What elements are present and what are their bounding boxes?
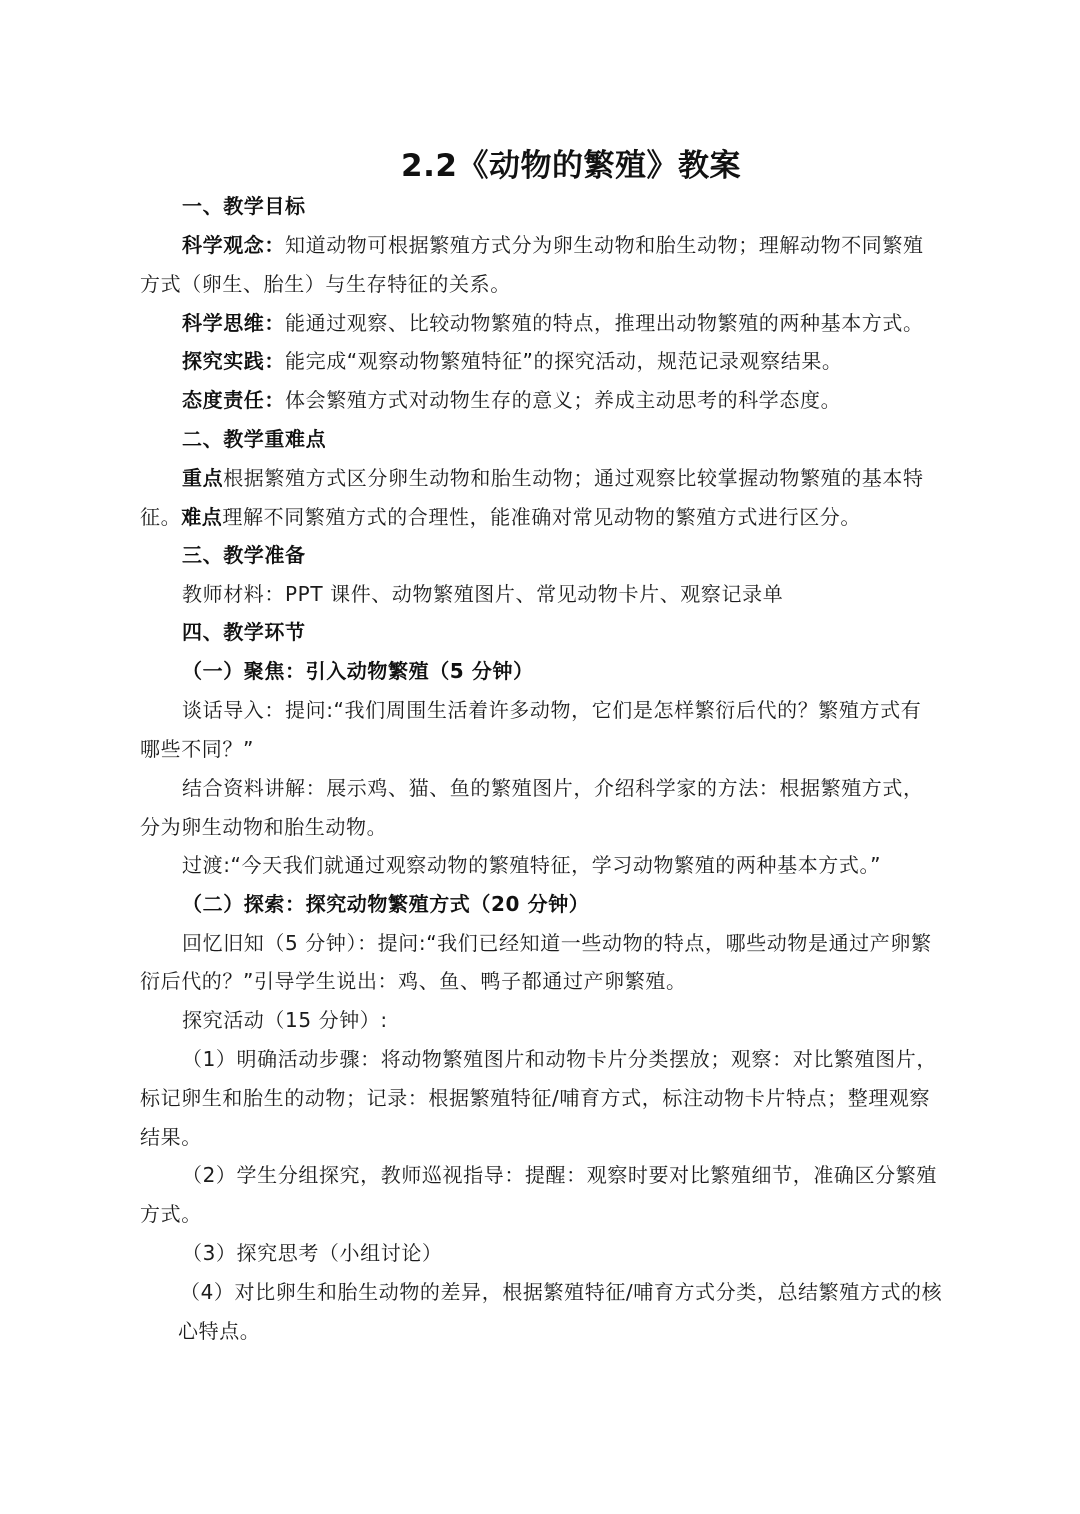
difficult-label: 难点 bbox=[181, 505, 223, 529]
part2-step4: （4）对比卵生和胎生动物的差异，根据繁殖特征/哺育方式分类，总结繁殖方式的核 bbox=[180, 1280, 943, 1304]
key-label: 重点 bbox=[182, 466, 224, 490]
part2-recall: 回忆旧知（5 分钟）：提问:“我们已经知道一些动物的特点，哪些动物是通过产卵繁 bbox=[182, 931, 932, 955]
part2-step4-cont: 心特点。 bbox=[178, 1319, 261, 1343]
goal-text: 能完成“观察动物繁殖特征”的探究活动，规范记录观察结果。 bbox=[285, 349, 843, 373]
difficult-text: 理解不同繁殖方式的合理性，能准确对常见动物的繁殖方式进行区分。 bbox=[222, 505, 862, 529]
key-text-cont: 征。 bbox=[140, 505, 182, 529]
goal-science-concept bbox=[182, 231, 924, 259]
goal-inquiry bbox=[182, 347, 843, 375]
part1-heading: （一）聚焦：引入动物繁殖（5 分钟） bbox=[182, 659, 534, 683]
part2-step2-cont: 方式。 bbox=[140, 1202, 202, 1226]
part2-step2: （2）学生分组探究，教师巡视指导：提醒：观察时要对比繁殖细节，准确区分繁殖 bbox=[182, 1163, 937, 1187]
goal-attitude bbox=[182, 386, 841, 414]
materials-text: 教师材料：PPT 课件、动物繁殖图片、常见动物卡片、观察记录单 bbox=[182, 582, 784, 606]
part2-activity-heading: 探究活动（15 分钟）: bbox=[182, 1008, 388, 1032]
goal-science-concept-cont: 方式（卵生、胎生）与生存特征的关系。 bbox=[140, 272, 511, 296]
document-title: 2.2《动物的繁殖》教案 bbox=[401, 148, 741, 184]
goal-text: 知道动物可根据繁殖方式分为卵生动物和胎生动物；理解动物不同繁殖 bbox=[285, 233, 924, 257]
part1-intro: 谈话导入：提问:“我们周围生活着许多动物，它们是怎样繁衍后代的？繁殖方式有 bbox=[182, 698, 922, 722]
part1-transition: 过渡:“今天我们就通过观察动物的繁殖特征，学习动物繁殖的两种基本方式。” bbox=[182, 853, 882, 877]
part2-step3: （3）探究思考（小组讨论） bbox=[182, 1241, 443, 1265]
part2-step1: （1）明确活动步骤：将动物繁殖图片和动物卡片分类摆放；观察：对比繁殖图片， bbox=[182, 1047, 937, 1071]
goal-text: 体会繁殖方式对动物生存的意义；养成主动思考的科学态度。 bbox=[285, 388, 842, 412]
part1-explain-cont: 分为卵生动物和胎生动物。 bbox=[140, 815, 388, 839]
part2-step1-cont2: 结果。 bbox=[140, 1125, 202, 1149]
section-heading-process: 四、教学环节 bbox=[182, 620, 306, 644]
goal-label: 科学观念： bbox=[182, 233, 285, 257]
part2-heading: （二）探索：探究动物繁殖方式（20 分钟） bbox=[182, 892, 590, 916]
goal-label: 科学思维： bbox=[182, 311, 285, 335]
goal-science-thinking bbox=[182, 309, 924, 337]
section-heading-goals: 一、教学目标 bbox=[182, 194, 306, 218]
section-heading-preparation: 三、教学准备 bbox=[182, 543, 306, 567]
part1-explain: 结合资料讲解：展示鸡、猫、鱼的繁殖图片，介绍科学家的方法：根据繁殖方式， bbox=[182, 776, 924, 800]
key-text: 根据繁殖方式区分卵生动物和胎生动物；通过观察比较掌握动物繁殖的基本特 bbox=[223, 466, 924, 490]
key-point bbox=[182, 464, 924, 492]
part1-intro-cont: 哪些不同？” bbox=[140, 737, 254, 761]
part2-step1-cont: 标记卵生和胎生的动物；记录：根据繁殖特征/哺育方式，标注动物卡片特点；整理观察 bbox=[140, 1086, 931, 1110]
goal-label: 态度责任： bbox=[182, 388, 285, 412]
part2-recall-cont: 衍后代的？”引导学生说出：鸡、鱼、鸭子都通过产卵繁殖。 bbox=[140, 969, 687, 993]
key-point-cont bbox=[140, 503, 861, 531]
goal-text: 能通过观察、比较动物繁殖的特点，推理出动物繁殖的两种基本方式。 bbox=[285, 311, 924, 335]
goal-label: 探究实践： bbox=[182, 349, 285, 373]
section-heading-key-points: 二、教学重难点 bbox=[182, 427, 327, 451]
